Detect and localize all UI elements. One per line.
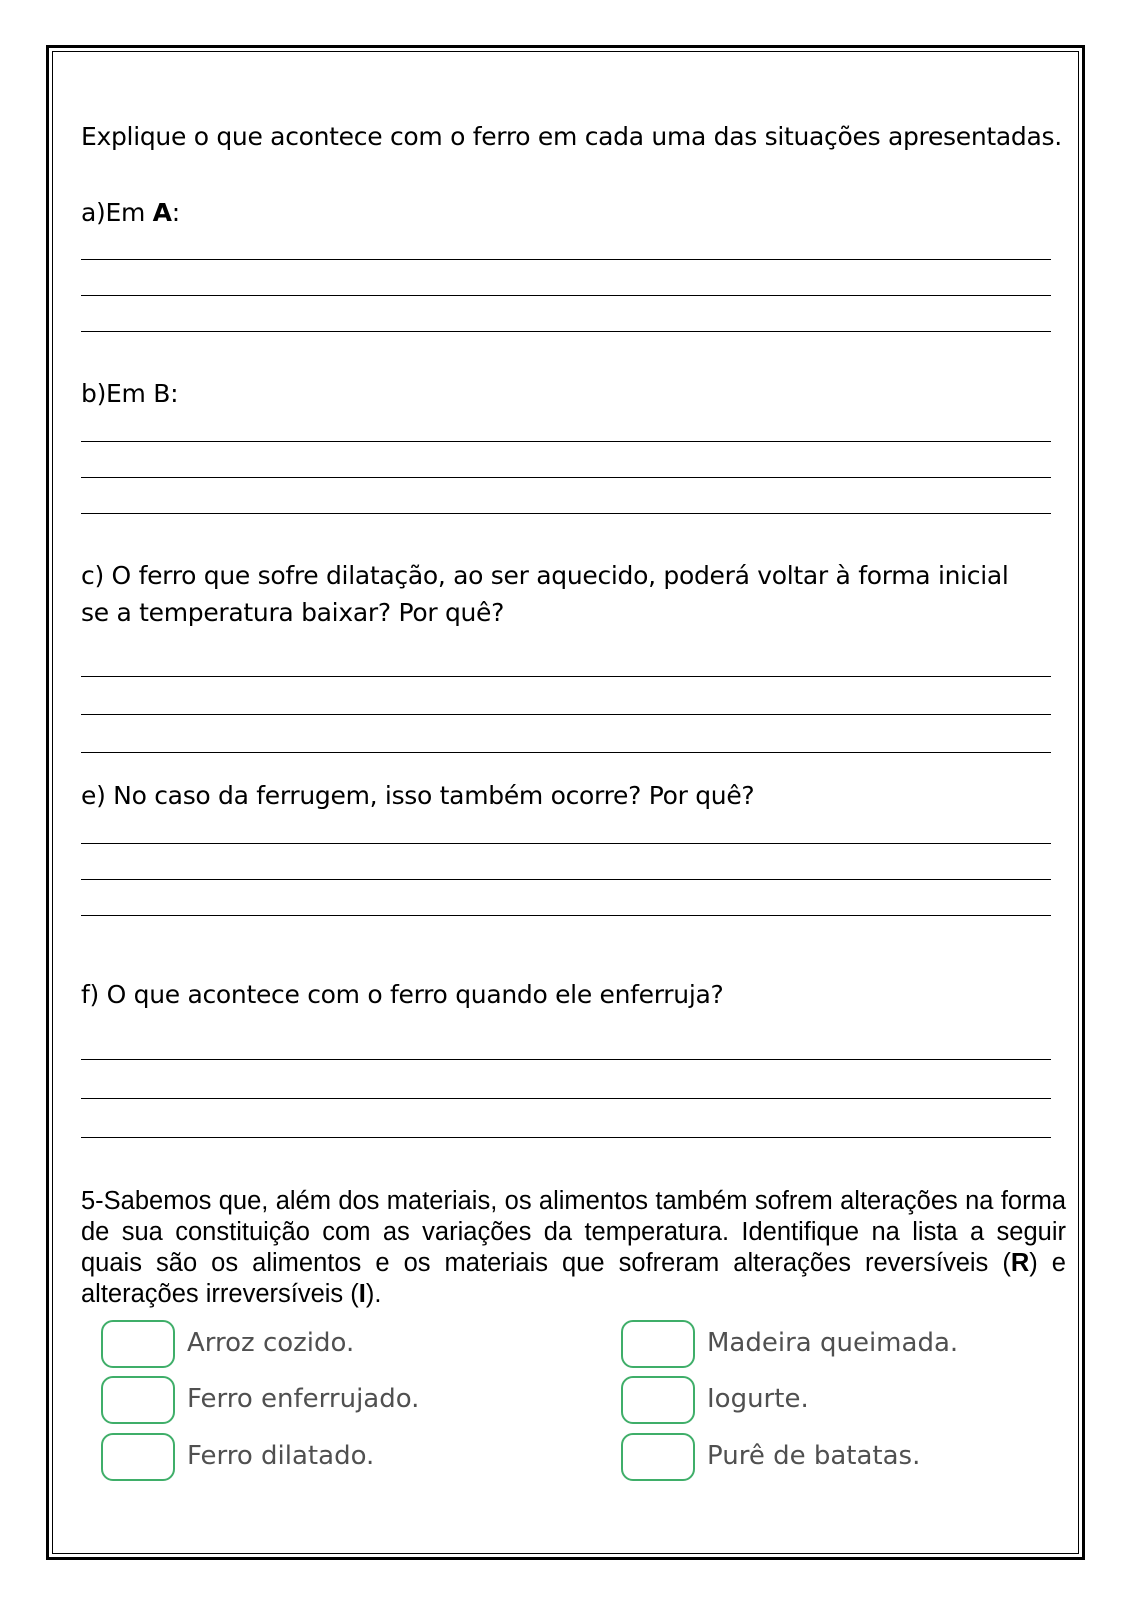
answer-box-ferro-dilatado[interactable] bbox=[101, 1433, 175, 1481]
question-a-letter: A bbox=[152, 198, 172, 227]
answer-line-a-1[interactable] bbox=[81, 259, 1051, 260]
answer-box-madeira[interactable] bbox=[621, 1320, 695, 1368]
answer-line-b-2[interactable] bbox=[81, 477, 1051, 478]
answer-box-ferro-enferrujado[interactable] bbox=[101, 1376, 175, 1424]
answer-line-c-2[interactable] bbox=[81, 714, 1051, 715]
answer-line-c-3[interactable] bbox=[81, 752, 1051, 753]
question-f: f) O que acontece com o ferro quando ele enferruja? bbox=[81, 980, 724, 1009]
answer-line-a-2[interactable] bbox=[81, 295, 1051, 296]
answer-line-a-3[interactable] bbox=[81, 331, 1051, 332]
answer-line-e-1[interactable] bbox=[81, 843, 1051, 844]
reversible-code: R bbox=[1010, 1249, 1030, 1277]
answer-box-iogurte[interactable] bbox=[621, 1376, 695, 1424]
question-e: e) No caso da ferrugem, isso também ocorre? Por quê? bbox=[81, 781, 755, 810]
option-label: Iogurte. bbox=[707, 1384, 809, 1414]
option-label: Madeira queimada. bbox=[707, 1328, 959, 1358]
answer-line-c-1[interactable] bbox=[81, 676, 1051, 677]
exercise-5-paragraph bbox=[81, 1186, 1066, 1310]
exercise-5-text-mid: ) e alterações irreversíveis ( bbox=[81, 1249, 1066, 1308]
answer-line-e-2[interactable] bbox=[81, 879, 1051, 880]
exercise-5-text-end: ). bbox=[365, 1280, 382, 1308]
option-label: Purê de batatas. bbox=[707, 1441, 921, 1471]
option-label: Ferro enferrujado. bbox=[187, 1384, 420, 1414]
question-b: b)Em B: bbox=[81, 379, 179, 408]
answer-line-f-2[interactable] bbox=[81, 1098, 1051, 1099]
question-a-suffix: : bbox=[171, 198, 180, 227]
answer-line-f-3[interactable] bbox=[81, 1137, 1051, 1138]
answer-line-f-1[interactable] bbox=[81, 1059, 1051, 1060]
question-c: c) O ferro que sofre dilatação, ao ser aquecido, poderá voltar à forma inicial se a temperatura baixar? Por quê? bbox=[81, 561, 1009, 627]
instruction-text: Explique o que acontece com o ferro em cada uma das situações apresentadas. bbox=[81, 122, 1062, 151]
answer-line-e-3[interactable] bbox=[81, 915, 1051, 916]
answer-line-b-3[interactable] bbox=[81, 513, 1051, 514]
answer-box-arroz[interactable] bbox=[101, 1320, 175, 1368]
answer-line-b-1[interactable] bbox=[81, 441, 1051, 442]
answer-box-pure[interactable] bbox=[621, 1433, 695, 1481]
question-a-prefix: a)Em bbox=[81, 198, 153, 227]
exercise-5-text-start: 5-Sabemos que, além dos materiais, os alimentos também sofrem alterações na forma de sua constituição com as variações da temperatura. Identifique na lista a seguir quais são os alimentos e os materiais que sofreram alterações reversíveis ( bbox=[81, 1187, 1066, 1277]
option-label: Ferro dilatado. bbox=[187, 1441, 375, 1471]
option-label: Arroz cozido. bbox=[187, 1328, 355, 1358]
irreversible-code: I bbox=[358, 1280, 366, 1308]
question-a bbox=[81, 198, 180, 227]
